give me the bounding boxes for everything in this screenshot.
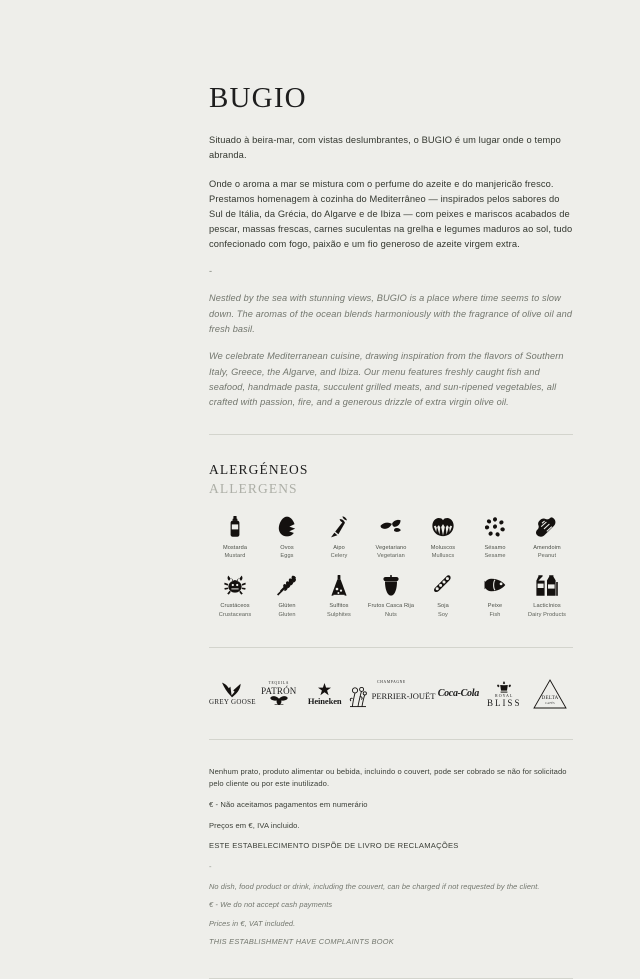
allergen-name-en: Mulluscs bbox=[431, 553, 455, 560]
allergen-name-pt: Frutos Casca Rija bbox=[367, 603, 415, 610]
allergen-name-en: Sulphites bbox=[327, 611, 351, 618]
divider bbox=[209, 647, 573, 648]
allergen-name-en: Mustard bbox=[224, 553, 246, 560]
sulphite-bottle-icon bbox=[328, 574, 350, 596]
allergen-item bbox=[209, 516, 261, 561]
footer-pt-line: € - Não aceitamos pagamentos em numerário bbox=[209, 799, 368, 809]
footer-en-line: Prices in €, VAT included. bbox=[209, 918, 296, 928]
wheat-icon bbox=[276, 574, 298, 596]
anemone-flower-icon bbox=[348, 686, 370, 708]
allergen-name-pt: Mostarda bbox=[222, 544, 248, 551]
allergen-name-pt: Glúten bbox=[278, 603, 296, 610]
footer-pt-line: Nenhum prato, produto alimentar ou bebida, incluindo o couvert, pode ser cobrado se não for solicitado pelo cliente ou por este inutilizado. bbox=[209, 767, 567, 789]
allergen-name-pt: Soja bbox=[437, 603, 449, 610]
allergen-name-pt: Ovos bbox=[280, 544, 294, 551]
allergen-name-pt: Vegetariano bbox=[375, 544, 407, 551]
coca-cola-logo bbox=[435, 689, 481, 700]
page-title: BUGIO bbox=[209, 82, 307, 114]
mustard-bottle-icon bbox=[224, 516, 246, 538]
allergen-name-pt: Crustáceos bbox=[220, 603, 250, 610]
crab-icon bbox=[224, 574, 246, 596]
allergen-item bbox=[469, 516, 521, 561]
allergens-heading-en: ALLERGENS bbox=[209, 480, 298, 496]
allergen-name-pt: Lacticínios bbox=[533, 603, 561, 610]
fish-icon bbox=[484, 574, 506, 596]
allergen-name-en: Gluten bbox=[278, 611, 296, 618]
section-dash-separator: - bbox=[209, 266, 213, 277]
royal-bliss-logo bbox=[481, 681, 527, 708]
allergen-name-en: Dairy Products bbox=[527, 611, 567, 618]
allergens-heading-pt: ALERGÉNEOS bbox=[209, 462, 309, 478]
allergen-name-pt: Sulfitos bbox=[329, 603, 349, 610]
allergen-item bbox=[417, 574, 469, 619]
allergen-name-en: Crustaceans bbox=[218, 611, 252, 618]
partner-logos bbox=[209, 674, 573, 714]
perrier-champagne-label: CHAMPAGNE bbox=[377, 680, 406, 685]
intro-pt-paragraph: Situado à beira-mar, com vistas deslumbrantes, o BUGIO é um lugar onde o tempo abranda. bbox=[209, 135, 561, 161]
perrier-jouet-logo bbox=[348, 681, 436, 708]
nut-icon bbox=[380, 574, 402, 596]
bliss-wordmark: BLISS bbox=[486, 697, 522, 708]
footer-pt-line: Preços em €, IVA incluido. bbox=[209, 820, 300, 830]
allergen-name-pt: Peixe bbox=[487, 603, 503, 610]
delta-triangle-icon bbox=[533, 679, 567, 709]
allergen-name-en: Fish bbox=[489, 611, 501, 618]
footer-dash-separator: - bbox=[209, 862, 212, 872]
perrier-jouet-wordmark: PERRIER-JOUËT bbox=[371, 691, 436, 702]
patron-logo bbox=[256, 682, 302, 706]
heineken-logo bbox=[302, 683, 348, 706]
allergen-name-en: Eggs bbox=[280, 553, 294, 560]
footer-portuguese bbox=[209, 766, 573, 852]
shell-icon bbox=[432, 516, 454, 538]
divider bbox=[209, 739, 573, 740]
allergen-item bbox=[521, 574, 573, 619]
allergen-item bbox=[261, 516, 313, 561]
allergen-item bbox=[261, 574, 313, 619]
patron-wordmark: PATRÓN bbox=[261, 685, 297, 696]
footer-legal bbox=[209, 766, 573, 947]
allergen-grid bbox=[209, 516, 573, 620]
intro-en-paragraph: Nestled by the sea with stunning views, BUGIO is a place where time seems to slow down. The aromas of the ocean blends harmoniously with the fragrance of olive oil and fresh basil. bbox=[209, 293, 573, 335]
delta-logo bbox=[527, 679, 573, 709]
intro-portuguese bbox=[209, 133, 573, 252]
milk-bottles-icon bbox=[536, 574, 558, 596]
egg-icon bbox=[276, 516, 298, 538]
footer-en-line: € - We do not accept cash payments bbox=[209, 900, 333, 910]
heineken-wordmark: Heineken bbox=[307, 695, 342, 706]
allergen-item bbox=[313, 574, 365, 619]
footer-en-line: No dish, food product or drink, including the couvert, can be charged if not requested by the client. bbox=[209, 881, 540, 891]
footer-english bbox=[209, 881, 573, 948]
star-icon bbox=[318, 683, 331, 696]
intro-en-paragraph: We celebrate Mediterranean cuisine, drawing inspiration from the flavors of Southern Italy, Greece, the Algarve, and Ibiza. Our menu features freshly caught fish and seafood, handmade pasta, succulent grilled meats, and sun-ripened vegetables, all crafted with passion, fire, and a generous drizzle of extra virgin olive oil. bbox=[209, 351, 564, 408]
grey-goose-logo bbox=[209, 682, 256, 706]
allergen-name-en: Peanut bbox=[537, 553, 557, 560]
intro-pt-paragraph: Onde o aroma a mar se mistura com o perfume do azeite e do manjericão fresco. Prestamos homenagem à cozinha do Mediterrâneo — inspirados pelos sabores do Sul de Itália, da Grécia, do Algarve e de Ibiza — com peixes e mariscos acabados de pescar, massas frescas, carnes suculentas na grelha e legumes maduros ao sol, tudo confecionado com fogo, paixão e um fio generoso de azeite virgem extra. bbox=[209, 179, 573, 250]
delta-wordmark: DELTA bbox=[541, 696, 559, 702]
allergen-item bbox=[469, 574, 521, 619]
coca-cola-wordmark: Coca-Cola bbox=[437, 688, 479, 700]
allergen-name-en: Nuts bbox=[385, 611, 397, 618]
leaf-icon bbox=[380, 516, 402, 538]
allergen-name-en: Vegetarian bbox=[377, 553, 405, 560]
celery-icon-cell bbox=[313, 516, 365, 561]
allergen-name-pt: Moluscos bbox=[430, 544, 456, 551]
divider bbox=[209, 434, 573, 435]
allergen-name-pt: Sésamo bbox=[484, 544, 506, 551]
allergen-name-pt: Amendoim bbox=[533, 544, 561, 551]
soy-pod-icon bbox=[432, 574, 454, 596]
patron-tequila-label: TEQUILA bbox=[268, 681, 290, 686]
allergen-item bbox=[521, 516, 573, 561]
footer-en-line: THIS ESTABLISHMENT HAVE COMPLAINTS BOOK bbox=[209, 937, 394, 947]
allergen-item bbox=[365, 516, 417, 561]
allergen-name-en: Celery bbox=[330, 553, 348, 560]
footer-pt-line: ESTE ESTABELECIMENTO DISPÕE DE LIVRO DE RECLAMAÇÕES bbox=[209, 841, 459, 851]
grey-goose-wordmark: GREY GOOSE bbox=[209, 698, 256, 707]
allergen-item bbox=[417, 516, 469, 561]
bee-icon bbox=[270, 696, 288, 705]
content-column bbox=[209, 84, 573, 979]
peanut-icon bbox=[536, 516, 558, 538]
allergen-name-pt: Aipo bbox=[333, 544, 345, 551]
allergens-heading bbox=[209, 461, 573, 497]
allergen-name-en: Soy bbox=[438, 611, 448, 618]
allergen-name-en: Sesame bbox=[484, 553, 506, 560]
royal-label: ROYAL bbox=[495, 692, 514, 698]
sesame-seeds-icon bbox=[484, 516, 506, 538]
allergen-item bbox=[209, 574, 261, 619]
goose-arrow-icon bbox=[221, 682, 243, 698]
celery-icon bbox=[328, 516, 350, 538]
crown-icon bbox=[497, 681, 511, 693]
allergen-item bbox=[365, 574, 417, 619]
intro-english bbox=[209, 291, 573, 410]
delta-cafes-label: CAFÉS bbox=[545, 702, 555, 706]
